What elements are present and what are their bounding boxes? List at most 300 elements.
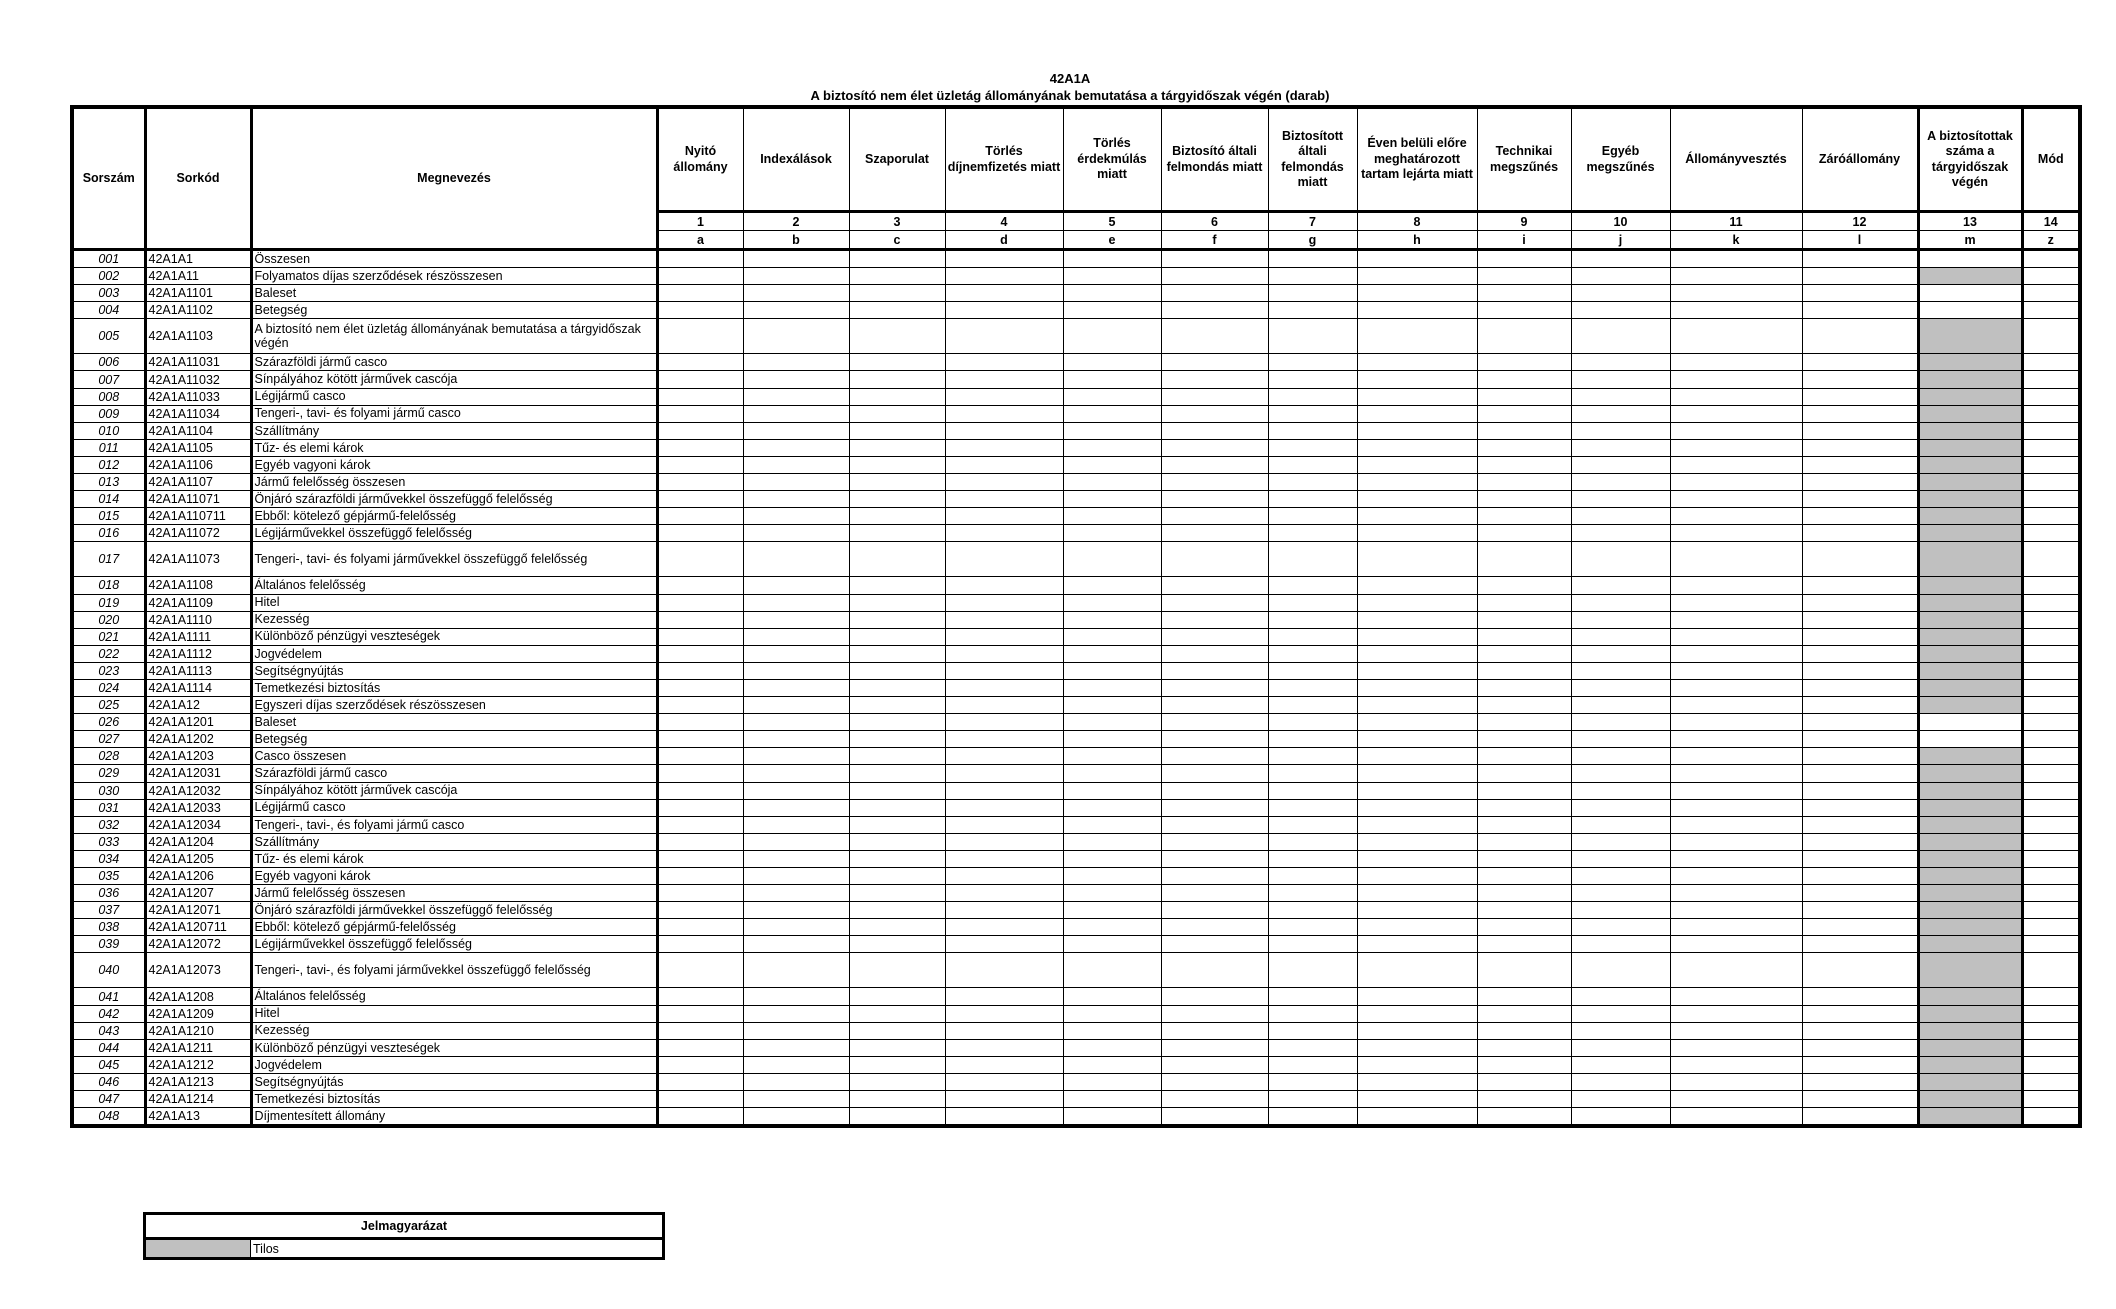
data-cell[interactable] (849, 1022, 945, 1039)
data-cell[interactable] (1802, 1091, 1918, 1108)
data-cell[interactable] (1161, 953, 1268, 988)
data-cell[interactable] (2022, 988, 2080, 1005)
data-cell[interactable] (1161, 988, 1268, 1005)
data-cell[interactable] (2022, 1005, 2080, 1022)
data-cell[interactable] (849, 697, 945, 714)
data-cell[interactable] (1063, 439, 1161, 456)
data-cell[interactable] (657, 1091, 743, 1108)
data-cell[interactable] (2022, 508, 2080, 525)
data-cell[interactable] (2022, 1022, 2080, 1039)
data-cell[interactable] (743, 319, 849, 354)
data-cell[interactable] (1268, 456, 1357, 473)
data-cell[interactable] (1477, 525, 1571, 542)
data-cell[interactable] (1571, 833, 1670, 850)
data-cell[interactable] (657, 388, 743, 405)
data-cell[interactable] (1477, 953, 1571, 988)
data-cell[interactable] (1063, 319, 1161, 354)
data-cell[interactable] (1268, 439, 1357, 456)
data-cell[interactable] (1357, 765, 1477, 782)
data-cell[interactable] (1670, 1073, 1802, 1090)
data-cell[interactable] (1161, 1005, 1268, 1022)
data-cell[interactable] (1477, 1108, 1571, 1127)
data-cell[interactable] (1670, 748, 1802, 765)
data-cell[interactable] (1477, 765, 1571, 782)
data-cell[interactable] (743, 714, 849, 731)
data-cell[interactable] (1802, 1073, 1918, 1090)
data-cell[interactable] (1802, 371, 1918, 388)
data-cell[interactable] (1268, 611, 1357, 628)
data-cell[interactable] (1357, 1073, 1477, 1090)
data-cell[interactable] (849, 508, 945, 525)
data-cell[interactable] (849, 388, 945, 405)
data-cell[interactable] (849, 782, 945, 799)
data-cell[interactable] (2022, 371, 2080, 388)
data-cell[interactable] (1918, 285, 2022, 302)
data-cell[interactable] (1268, 782, 1357, 799)
data-cell[interactable] (1802, 902, 1918, 919)
data-cell[interactable] (849, 1073, 945, 1090)
data-cell[interactable] (657, 679, 743, 696)
data-cell[interactable] (743, 645, 849, 662)
data-cell[interactable] (1802, 474, 1918, 491)
data-cell[interactable] (1670, 868, 1802, 885)
data-cell[interactable] (2022, 354, 2080, 371)
data-cell[interactable] (1268, 714, 1357, 731)
data-cell[interactable] (657, 1039, 743, 1056)
data-cell[interactable] (1670, 542, 1802, 577)
data-cell[interactable] (1571, 405, 1670, 422)
data-cell[interactable] (1670, 782, 1802, 799)
data-cell[interactable] (1670, 1005, 1802, 1022)
data-cell[interactable] (1670, 1056, 1802, 1073)
data-cell[interactable] (1063, 850, 1161, 867)
data-cell[interactable] (1357, 525, 1477, 542)
data-cell[interactable] (743, 662, 849, 679)
data-cell[interactable] (1571, 439, 1670, 456)
data-cell[interactable] (1063, 1073, 1161, 1090)
data-cell[interactable] (657, 936, 743, 953)
data-cell[interactable] (1802, 491, 1918, 508)
data-cell[interactable] (849, 1108, 945, 1127)
data-cell[interactable] (1477, 902, 1571, 919)
data-cell[interactable] (1161, 662, 1268, 679)
data-cell[interactable] (1571, 1022, 1670, 1039)
data-cell[interactable] (657, 628, 743, 645)
data-cell[interactable] (1268, 765, 1357, 782)
data-cell[interactable] (1268, 474, 1357, 491)
data-cell[interactable] (1477, 936, 1571, 953)
data-cell[interactable] (1357, 799, 1477, 816)
data-cell[interactable] (1357, 1108, 1477, 1127)
data-cell[interactable] (849, 542, 945, 577)
data-cell[interactable] (849, 645, 945, 662)
data-cell[interactable] (1161, 405, 1268, 422)
data-cell[interactable] (743, 885, 849, 902)
data-cell[interactable] (743, 679, 849, 696)
data-cell[interactable] (945, 679, 1063, 696)
data-cell[interactable] (1477, 456, 1571, 473)
data-cell[interactable] (1802, 268, 1918, 285)
data-cell[interactable] (657, 371, 743, 388)
data-cell[interactable] (1670, 422, 1802, 439)
data-cell[interactable] (2022, 902, 2080, 919)
data-cell[interactable] (657, 782, 743, 799)
data-cell[interactable] (743, 628, 849, 645)
data-cell[interactable] (1571, 1108, 1670, 1127)
data-cell[interactable] (849, 748, 945, 765)
data-cell[interactable] (1357, 833, 1477, 850)
data-cell[interactable] (1670, 988, 1802, 1005)
data-cell[interactable] (1477, 1091, 1571, 1108)
data-cell[interactable] (1161, 1073, 1268, 1090)
data-cell[interactable] (2022, 868, 2080, 885)
data-cell[interactable] (1802, 679, 1918, 696)
data-cell[interactable] (743, 508, 849, 525)
data-cell[interactable] (1357, 250, 1477, 268)
data-cell[interactable] (2022, 525, 2080, 542)
data-cell[interactable] (849, 474, 945, 491)
data-cell[interactable] (945, 850, 1063, 867)
data-cell[interactable] (1357, 302, 1477, 319)
data-cell[interactable] (2022, 405, 2080, 422)
data-cell[interactable] (1477, 1073, 1571, 1090)
data-cell[interactable] (1161, 765, 1268, 782)
data-cell[interactable] (1161, 731, 1268, 748)
data-cell[interactable] (1063, 919, 1161, 936)
data-cell[interactable] (657, 645, 743, 662)
data-cell[interactable] (743, 919, 849, 936)
data-cell[interactable] (1571, 319, 1670, 354)
data-cell[interactable] (1477, 594, 1571, 611)
data-cell[interactable] (1802, 885, 1918, 902)
data-cell[interactable] (1063, 422, 1161, 439)
data-cell[interactable] (657, 456, 743, 473)
data-cell[interactable] (945, 319, 1063, 354)
data-cell[interactable] (1802, 936, 1918, 953)
data-cell[interactable] (1161, 850, 1268, 867)
data-cell[interactable] (1357, 850, 1477, 867)
data-cell[interactable] (1268, 731, 1357, 748)
data-cell[interactable] (1063, 371, 1161, 388)
data-cell[interactable] (945, 782, 1063, 799)
data-cell[interactable] (1063, 953, 1161, 988)
data-cell[interactable] (1670, 799, 1802, 816)
data-cell[interactable] (849, 816, 945, 833)
data-cell[interactable] (1357, 594, 1477, 611)
data-cell[interactable] (1477, 268, 1571, 285)
data-cell[interactable] (1161, 697, 1268, 714)
data-cell[interactable] (1063, 1091, 1161, 1108)
data-cell[interactable] (1161, 577, 1268, 594)
data-cell[interactable] (849, 919, 945, 936)
data-cell[interactable] (1161, 628, 1268, 645)
data-cell[interactable] (1357, 474, 1477, 491)
data-cell[interactable] (657, 850, 743, 867)
data-cell[interactable] (945, 474, 1063, 491)
data-cell[interactable] (945, 594, 1063, 611)
data-cell[interactable] (849, 405, 945, 422)
data-cell[interactable] (945, 1005, 1063, 1022)
data-cell[interactable] (1268, 1022, 1357, 1039)
data-cell[interactable] (657, 953, 743, 988)
data-cell[interactable] (1670, 731, 1802, 748)
data-cell[interactable] (945, 1091, 1063, 1108)
data-cell[interactable] (743, 1056, 849, 1073)
data-cell[interactable] (657, 542, 743, 577)
data-cell[interactable] (1357, 1022, 1477, 1039)
data-cell[interactable] (743, 1039, 849, 1056)
data-cell[interactable] (2022, 816, 2080, 833)
data-cell[interactable] (1670, 936, 1802, 953)
data-cell[interactable] (2022, 474, 2080, 491)
data-cell[interactable] (657, 268, 743, 285)
data-cell[interactable] (1477, 748, 1571, 765)
data-cell[interactable] (1161, 491, 1268, 508)
data-cell[interactable] (1357, 919, 1477, 936)
data-cell[interactable] (2022, 833, 2080, 850)
data-cell[interactable] (1571, 662, 1670, 679)
data-cell[interactable] (945, 268, 1063, 285)
data-cell[interactable] (1571, 594, 1670, 611)
data-cell[interactable] (743, 953, 849, 988)
data-cell[interactable] (2022, 542, 2080, 577)
data-cell[interactable] (849, 285, 945, 302)
data-cell[interactable] (2022, 319, 2080, 354)
data-cell[interactable] (1802, 816, 1918, 833)
data-cell[interactable] (1357, 319, 1477, 354)
data-cell[interactable] (1357, 953, 1477, 988)
data-cell[interactable] (1670, 833, 1802, 850)
data-cell[interactable] (1802, 525, 1918, 542)
data-cell[interactable] (1357, 354, 1477, 371)
data-cell[interactable] (1477, 491, 1571, 508)
data-cell[interactable] (945, 371, 1063, 388)
data-cell[interactable] (743, 748, 849, 765)
data-cell[interactable] (1161, 679, 1268, 696)
data-cell[interactable] (657, 714, 743, 731)
data-cell[interactable] (1063, 697, 1161, 714)
data-cell[interactable] (743, 525, 849, 542)
data-cell[interactable] (743, 268, 849, 285)
data-cell[interactable] (1477, 285, 1571, 302)
data-cell[interactable] (849, 936, 945, 953)
data-cell[interactable] (945, 833, 1063, 850)
data-cell[interactable] (1802, 302, 1918, 319)
data-cell[interactable] (1571, 782, 1670, 799)
data-cell[interactable] (945, 1022, 1063, 1039)
data-cell[interactable] (1802, 285, 1918, 302)
data-cell[interactable] (1802, 919, 1918, 936)
data-cell[interactable] (1477, 611, 1571, 628)
data-cell[interactable] (1063, 1056, 1161, 1073)
data-cell[interactable] (1918, 731, 2022, 748)
data-cell[interactable] (1357, 285, 1477, 302)
data-cell[interactable] (1268, 799, 1357, 816)
data-cell[interactable] (945, 988, 1063, 1005)
data-cell[interactable] (1063, 988, 1161, 1005)
data-cell[interactable] (1063, 456, 1161, 473)
data-cell[interactable] (1161, 302, 1268, 319)
data-cell[interactable] (1063, 285, 1161, 302)
data-cell[interactable] (1063, 594, 1161, 611)
data-cell[interactable] (1268, 919, 1357, 936)
data-cell[interactable] (849, 1091, 945, 1108)
data-cell[interactable] (657, 1073, 743, 1090)
data-cell[interactable] (657, 868, 743, 885)
data-cell[interactable] (1477, 645, 1571, 662)
data-cell[interactable] (849, 456, 945, 473)
data-cell[interactable] (2022, 1073, 2080, 1090)
data-cell[interactable] (657, 577, 743, 594)
data-cell[interactable] (1477, 405, 1571, 422)
data-cell[interactable] (1161, 594, 1268, 611)
data-cell[interactable] (657, 611, 743, 628)
data-cell[interactable] (657, 799, 743, 816)
data-cell[interactable] (849, 1005, 945, 1022)
data-cell[interactable] (743, 354, 849, 371)
data-cell[interactable] (1670, 628, 1802, 645)
data-cell[interactable] (1477, 371, 1571, 388)
data-cell[interactable] (1571, 988, 1670, 1005)
data-cell[interactable] (1571, 456, 1670, 473)
data-cell[interactable] (1063, 936, 1161, 953)
data-cell[interactable] (1063, 1022, 1161, 1039)
data-cell[interactable] (945, 525, 1063, 542)
data-cell[interactable] (849, 577, 945, 594)
data-cell[interactable] (849, 628, 945, 645)
data-cell[interactable] (1802, 508, 1918, 525)
data-cell[interactable] (1357, 542, 1477, 577)
data-cell[interactable] (2022, 936, 2080, 953)
data-cell[interactable] (849, 662, 945, 679)
data-cell[interactable] (657, 405, 743, 422)
data-cell[interactable] (1268, 850, 1357, 867)
data-cell[interactable] (743, 422, 849, 439)
data-cell[interactable] (1063, 302, 1161, 319)
data-cell[interactable] (1571, 508, 1670, 525)
data-cell[interactable] (1477, 714, 1571, 731)
data-cell[interactable] (657, 491, 743, 508)
data-cell[interactable] (1357, 388, 1477, 405)
data-cell[interactable] (2022, 456, 2080, 473)
data-cell[interactable] (1477, 474, 1571, 491)
data-cell[interactable] (945, 816, 1063, 833)
data-cell[interactable] (1670, 1022, 1802, 1039)
data-cell[interactable] (1477, 697, 1571, 714)
data-cell[interactable] (657, 765, 743, 782)
data-cell[interactable] (945, 628, 1063, 645)
data-cell[interactable] (743, 439, 849, 456)
data-cell[interactable] (1477, 731, 1571, 748)
data-cell[interactable] (1063, 731, 1161, 748)
data-cell[interactable] (1571, 491, 1670, 508)
data-cell[interactable] (2022, 268, 2080, 285)
data-cell[interactable] (1063, 714, 1161, 731)
data-cell[interactable] (1670, 816, 1802, 833)
data-cell[interactable] (743, 405, 849, 422)
data-cell[interactable] (1161, 354, 1268, 371)
data-cell[interactable] (1268, 833, 1357, 850)
data-cell[interactable] (849, 594, 945, 611)
data-cell[interactable] (1571, 354, 1670, 371)
data-cell[interactable] (657, 816, 743, 833)
data-cell[interactable] (1571, 697, 1670, 714)
data-cell[interactable] (1670, 611, 1802, 628)
data-cell[interactable] (1357, 645, 1477, 662)
data-cell[interactable] (945, 422, 1063, 439)
data-cell[interactable] (743, 1073, 849, 1090)
data-cell[interactable] (2022, 577, 2080, 594)
data-cell[interactable] (1477, 868, 1571, 885)
data-cell[interactable] (1063, 250, 1161, 268)
data-cell[interactable] (1357, 868, 1477, 885)
data-cell[interactable] (945, 1056, 1063, 1073)
data-cell[interactable] (1357, 1005, 1477, 1022)
data-cell[interactable] (743, 542, 849, 577)
data-cell[interactable] (657, 988, 743, 1005)
data-cell[interactable] (1571, 388, 1670, 405)
data-cell[interactable] (1063, 799, 1161, 816)
data-cell[interactable] (1357, 988, 1477, 1005)
data-cell[interactable] (743, 388, 849, 405)
data-cell[interactable] (2022, 714, 2080, 731)
data-cell[interactable] (743, 868, 849, 885)
data-cell[interactable] (1802, 1039, 1918, 1056)
data-cell[interactable] (1802, 354, 1918, 371)
data-cell[interactable] (2022, 645, 2080, 662)
data-cell[interactable] (1161, 371, 1268, 388)
data-cell[interactable] (1477, 422, 1571, 439)
data-cell[interactable] (1063, 405, 1161, 422)
data-cell[interactable] (1670, 525, 1802, 542)
data-cell[interactable] (2022, 422, 2080, 439)
data-cell[interactable] (1268, 679, 1357, 696)
data-cell[interactable] (743, 577, 849, 594)
data-cell[interactable] (1802, 405, 1918, 422)
data-cell[interactable] (1357, 491, 1477, 508)
data-cell[interactable] (1357, 936, 1477, 953)
data-cell[interactable] (1357, 679, 1477, 696)
data-cell[interactable] (1063, 902, 1161, 919)
data-cell[interactable] (1571, 250, 1670, 268)
data-cell[interactable] (1161, 388, 1268, 405)
data-cell[interactable] (2022, 628, 2080, 645)
data-cell[interactable] (945, 439, 1063, 456)
data-cell[interactable] (1571, 645, 1670, 662)
data-cell[interactable] (743, 250, 849, 268)
data-cell[interactable] (1477, 1005, 1571, 1022)
data-cell[interactable] (1063, 474, 1161, 491)
data-cell[interactable] (1802, 1056, 1918, 1073)
data-cell[interactable] (1063, 354, 1161, 371)
data-cell[interactable] (1670, 714, 1802, 731)
data-cell[interactable] (657, 1108, 743, 1127)
data-cell[interactable] (657, 1056, 743, 1073)
data-cell[interactable] (1571, 1091, 1670, 1108)
data-cell[interactable] (1477, 1056, 1571, 1073)
data-cell[interactable] (743, 1005, 849, 1022)
data-cell[interactable] (1268, 1039, 1357, 1056)
data-cell[interactable] (1802, 611, 1918, 628)
data-cell[interactable] (1268, 1073, 1357, 1090)
data-cell[interactable] (1268, 508, 1357, 525)
data-cell[interactable] (1802, 319, 1918, 354)
data-cell[interactable] (1063, 491, 1161, 508)
data-cell[interactable] (1357, 902, 1477, 919)
data-cell[interactable] (945, 697, 1063, 714)
data-cell[interactable] (1063, 816, 1161, 833)
data-cell[interactable] (657, 285, 743, 302)
